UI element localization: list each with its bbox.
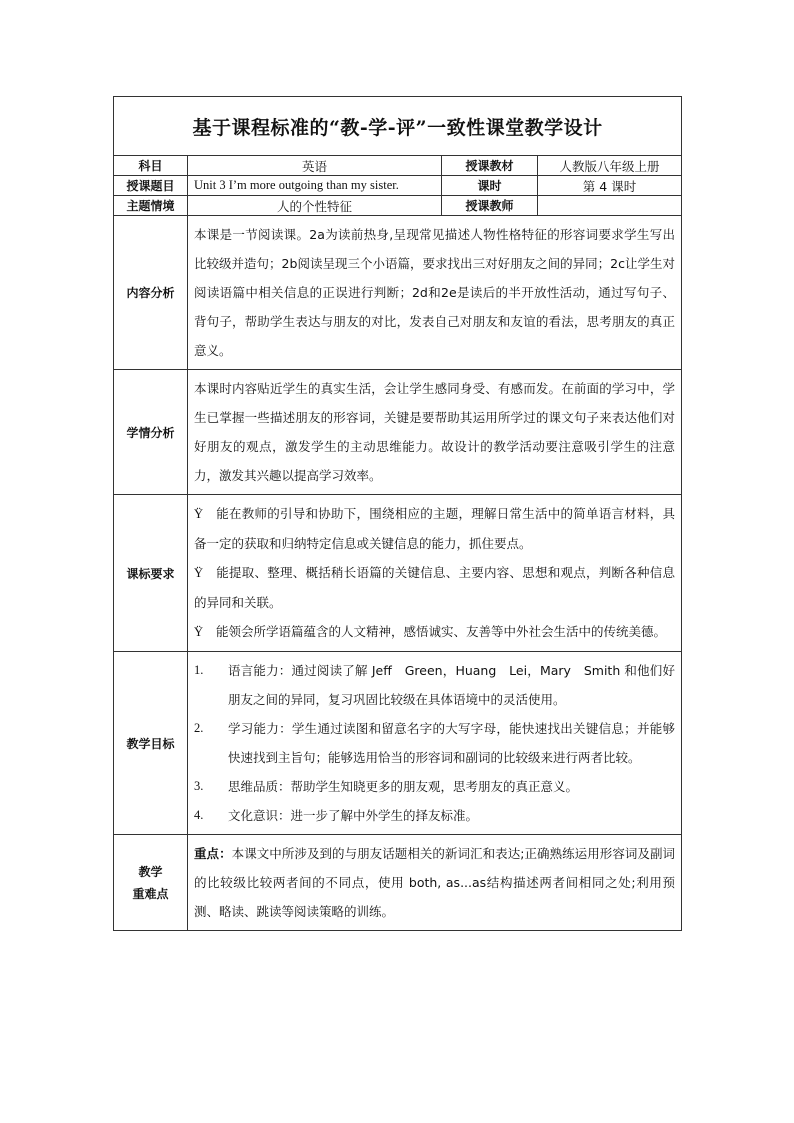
content-analysis-paragraph: 本课是一节阅读课。2a为读前热身,呈现常见描述人物性格特征的形容词要求学生写出比较级并造句；2b阅读呈现三个小语篇，要求找出三对好朋友之间的异同；2c让学生对阅读语篇中相关信息的正误进行判断；2d和2e是读后的半开放性活动，通过写句子、背句子，帮助学生表达与朋友的对比，发表自己对朋友和友谊的看法，思考朋友的真正意义。 [194,227,676,358]
objective-number: 4. [194,808,204,822]
list-item [194,499,675,558]
period-value: 第 4 课时 [538,176,682,196]
topic-value: Unit 3 I’m more outgoing than my sister. [188,176,442,196]
bullet-icon: Ÿ [194,566,204,580]
objective-text: 学习能力：学生通过读图和留意名字的大写字母，能快速找出关键信息；并能够快速找到主旨句；能够选用恰当的形容词和副词的比较级来进行两者比较。 [228,721,676,765]
curriculum-label: 课标要求 [114,495,188,652]
bullet-icon: Ÿ [194,625,204,639]
objective-text: 语言能力：通过阅读了解 Jeff Green，Huang Lei，Mary Smith 和他们好朋友之间的异同，复习巩固比较级在具体语境中的灵活使用。 [228,663,676,707]
key-points-label-line2: 重难点 [132,886,169,901]
textbook-label: 授课教材 [442,156,538,176]
topic-label: 授课题目 [114,176,188,196]
document-title: 基于课程标准的“教-学-评”一致性课堂教学设计 [114,97,682,156]
lesson-plan-table [113,96,682,931]
objective-number: 2. [194,721,204,735]
objective-number: 1. [194,663,204,677]
content-analysis-text [188,216,682,370]
content-analysis-label: 内容分析 [114,216,188,370]
curriculum-list [188,495,682,652]
list-item [194,772,675,801]
teacher-label: 授课教师 [442,196,538,216]
list-item [194,656,675,714]
bullet-icon: Ÿ [194,507,204,521]
objectives-label: 教学目标 [114,652,188,835]
subject-value: 英语 [188,156,442,176]
key-points-text [188,835,682,931]
lesson-plan [113,96,681,931]
key-points-label [114,835,188,931]
list-item [194,558,675,617]
key-points-body: 本课文中所涉及到的与朋友话题相关的新词汇和表达;正确熟练运用形容词及副词的比较级比较两者间的不同点，使用 both, as...as结构描述两者间相同之处;利用预测、略读、跳读等阅读策略的训练。 [194,846,676,919]
period-label: 课时 [442,176,538,196]
theme-label: 主题情境 [114,196,188,216]
list-item [194,617,675,647]
curriculum-item-text: 能在教师的引导和协助下，围绕相应的主题，理解日常生活中的简单语言材料，具备一定的获取和归纳特定信息或关键信息的能力，抓住要点。 [194,506,676,551]
theme-value: 人的个性特征 [188,196,442,216]
objectives-list [188,652,682,835]
objective-number: 3. [194,779,204,793]
subject-label: 科目 [114,156,188,176]
list-item [194,714,675,772]
curriculum-item-text: 能领会所学语篇蕴含的人文精神，感悟诚实、友善等中外社会生活中的传统美德。 [216,624,667,639]
teacher-value [538,196,682,216]
key-points-prefix: 重点： [194,846,232,861]
learner-analysis-text [188,370,682,495]
key-points-label-line1: 教学 [138,864,163,879]
objective-text: 文化意识：进一步了解中外学生的择友标准。 [228,808,479,823]
textbook-value: 人教版八年级上册 [538,156,682,176]
learner-analysis-label: 学情分析 [114,370,188,495]
learner-analysis-paragraph: 本课时内容贴近学生的真实生活，会让学生感同身受、有感而发。在前面的学习中，学生已掌握一些描述朋友的形容词，关键是要帮助其运用所学过的课文句子来表达他们对好朋友的观点，激发学生的主动思维能力。故设计的教学活动要注意吸引学生的注意力，激发其兴趣以提高学习效率。 [194,381,676,483]
key-points-paragraph [194,839,675,926]
objective-text: 思维品质：帮助学生知晓更多的朋友观，思考朋友的真正意义。 [228,779,579,794]
curriculum-item-text: 能提取、整理、概括稍长语篇的关键信息、主要内容、思想和观点，判断各种信息的异同和关联。 [194,565,676,610]
list-item [194,801,675,830]
